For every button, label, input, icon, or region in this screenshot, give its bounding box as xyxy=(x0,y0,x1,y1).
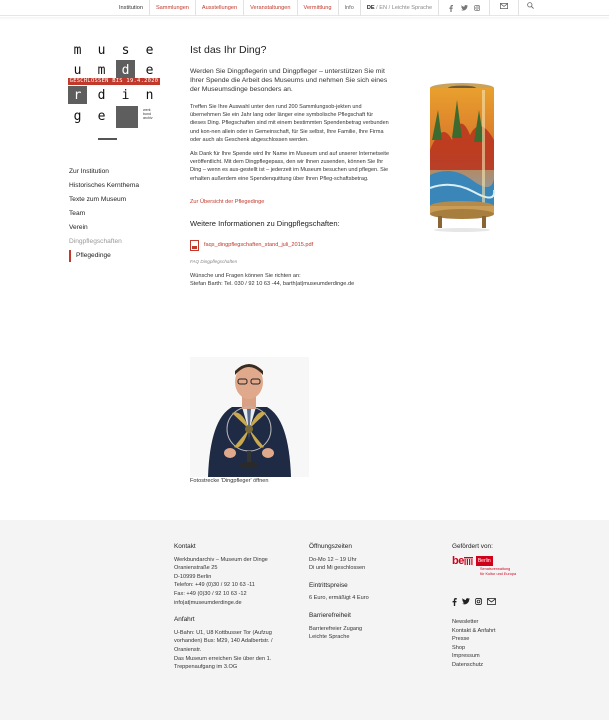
instagram-icon[interactable] xyxy=(473,0,481,16)
nav-ausstellungen[interactable]: Ausstellungen xyxy=(196,0,244,16)
pdf-filename[interactable]: faqs_dingpflegschaften_stand_juli_2015.pdf xyxy=(204,242,314,249)
nav-info[interactable]: Info xyxy=(339,0,361,16)
logo-block xyxy=(116,106,138,128)
contact-person: Stefan Barth: Tel. 030 / 92 10 63 -44, barth|at|museumderdinge.de xyxy=(190,280,355,287)
sidenav-team[interactable]: Team xyxy=(69,210,86,217)
sidenav-texte-zum-museum[interactable]: Texte zum Museum xyxy=(69,196,127,203)
oeffnung-line: Do-Mo 12 – 19 Uhr xyxy=(309,556,357,563)
anfahrt-heading: Anfahrt xyxy=(174,616,195,624)
language-switcher[interactable] xyxy=(361,0,439,16)
werkbundarchiv-wordmark xyxy=(143,108,163,120)
footer-kontakt xyxy=(174,543,294,672)
pdf-download[interactable] xyxy=(190,240,390,251)
lang-de[interactable]: DE xyxy=(366,5,375,11)
footer xyxy=(0,520,609,720)
logo-bar xyxy=(98,138,117,140)
photo-gallery-link[interactable]: Fotostrecke 'Dingpfleger' öffnen xyxy=(190,478,269,484)
twitter-icon[interactable] xyxy=(462,598,470,610)
contact-intro: Wünsche und Fragen können Sie richten an: xyxy=(190,272,301,279)
footer-sponsor xyxy=(452,543,552,670)
nav-veranstaltungen[interactable]: Veranstaltungen xyxy=(244,0,297,16)
museum-logo[interactable] xyxy=(68,40,160,130)
kontakt-line: Oranienstraße 25 xyxy=(174,565,218,572)
nav-vermittlung[interactable]: Vermittlung xyxy=(298,0,339,16)
kontakt-email[interactable]: info|at|museumderdinge.de xyxy=(174,599,242,606)
dingpfleger-photo[interactable] xyxy=(190,357,309,477)
facebook-icon[interactable] xyxy=(452,598,457,610)
sidenav-pflegedinge[interactable]: Pflegedinge xyxy=(69,249,169,263)
search-button[interactable] xyxy=(519,0,542,16)
gefoerdert-heading: Gefördert von: xyxy=(452,543,493,550)
logo-letter: s xyxy=(121,42,130,58)
wba-line: werk xyxy=(143,108,151,112)
instagram-icon[interactable] xyxy=(475,598,482,610)
mail-icon[interactable] xyxy=(500,0,508,16)
wba-line: bund xyxy=(143,112,151,116)
logo-letter: m xyxy=(97,62,106,78)
kontakt-line: Werkbundarchiv – Museum der Dinge xyxy=(174,556,268,563)
logo-letter: g xyxy=(73,108,82,124)
berlin-logo-be: be xyxy=(452,554,464,567)
header-shadow xyxy=(0,17,609,20)
lamp-object-image xyxy=(422,80,502,232)
anfahrt-line: vorhanden) Bus: M29, 140 Adalbertstr. / xyxy=(174,638,273,645)
side-navigation xyxy=(69,165,169,263)
logo-letter: n xyxy=(145,87,154,103)
closed-stamp: GESCHLOSSEN BIS 19.4.2020 xyxy=(69,78,159,84)
top-navigation xyxy=(0,0,609,16)
lead-text: Werden Sie Dingpflegerin und Dingpfleger – unterstützen Sie mit Ihrer Spende die Arbeit des Museums und nehmen Sie sich eines der Museumsdinge besonders an. xyxy=(190,68,388,93)
mail-icon[interactable] xyxy=(487,598,496,610)
overview-link[interactable]: Zur Übersicht der Pflegedinge xyxy=(190,198,265,205)
anfahrt-line: U-Bahn: U1, U8 Kottbusser Tor (Aufzug xyxy=(174,629,272,636)
brandenburg-gate-icon xyxy=(464,556,473,565)
barriere-heading: Barrierefreiheit xyxy=(309,611,351,619)
kontakt-line: Telefon: +49 (0)30 / 92 10 63 -11 xyxy=(174,582,255,589)
footer-link-impressum[interactable]: Impressum xyxy=(452,653,480,660)
eintritt-heading: Eintrittspreise xyxy=(309,581,348,589)
sidenav-verein[interactable]: Verein xyxy=(69,224,88,231)
logo-letter: u xyxy=(97,42,106,58)
footer-info xyxy=(309,543,419,642)
search-icon[interactable] xyxy=(527,0,534,16)
senat-line: für Kultur und Europa xyxy=(480,571,517,576)
kontakt-line: D-10999 Berlin xyxy=(174,573,212,580)
kontakt-line: Fax: +49 (0)30 / 92 10 63 -12 xyxy=(174,590,247,597)
barrierefreier-zugang-link[interactable]: Barrierefreier Zugang xyxy=(309,625,363,632)
logo-letter: i xyxy=(121,87,130,103)
footer-link-datenschutz[interactable]: Datenschutz xyxy=(452,661,484,668)
sidenav-dingpflegschaften[interactable]: Dingpflegschaften xyxy=(69,238,122,245)
logo-letter: e xyxy=(145,42,154,58)
wba-line: archiv xyxy=(143,116,153,120)
sidenav-historisches-kernthema[interactable]: Historisches Kernthema xyxy=(69,182,139,189)
logo-letter: d xyxy=(97,87,106,103)
oeffnung-line: Di und Mi geschlossen xyxy=(309,565,366,572)
logo-letter: d xyxy=(116,60,135,80)
main-content xyxy=(190,44,390,288)
body-paragraph: Treffen Sie Ihre Auswahl unter den rund 200 Sammlungsob-jekten und übernehmen Sie ein Jahr lang oder länger eine symbolische Pflegschaft für dieses Ding. Pflegschaften sind mit einem bestimmten Spendenbetrag verbunden und kon-nen allein oder in Gemeinschaft, für Sie selbst, Ihre Familie, Ihre Firma oder auch als Geschenk abgeschlossen werden. xyxy=(190,104,389,143)
senatsverwaltung-text xyxy=(480,567,552,576)
footer-links xyxy=(452,618,552,670)
eintritt-line: 6 Euro, ermäßigt 4 Euro xyxy=(309,595,369,602)
page-title: Ist das Ihr Ding? xyxy=(190,44,267,56)
berlin-logo[interactable] xyxy=(452,556,552,567)
info-heading: Weitere Informationen zu Dingpflegschaften: xyxy=(190,218,340,228)
footer-social xyxy=(452,598,552,610)
logo-letter: r xyxy=(68,86,87,104)
footer-link-kontakt[interactable]: Kontakt & Anfahrt xyxy=(452,627,496,634)
logo-letter: u xyxy=(73,62,82,78)
oeffnungszeiten-heading: Öffnungszeiten xyxy=(309,543,352,550)
body-paragraph: Als Dank für Ihre Spende wird Ihr Name im Museum und auf unserer Internetseite veröffentlicht. Mit dem Dingpflegepass, den wir Ihnen zusenden, können Sie Ihr Ding – wenn es aus-gestellt ist – jederzeit im Museum besuchen und pflegen. Sie erhalten außerdem eine Spendenquittung über Ihren Pfleg-schaftsbetrag. xyxy=(190,151,390,182)
footer-link-presse[interactable]: Presse xyxy=(452,636,470,643)
lang-others[interactable]: / EN / Leichte Sprache xyxy=(374,5,433,11)
nav-sammlungen[interactable]: Sammlungen xyxy=(150,0,196,16)
pdf-caption: FAQ Dingpflegschaften xyxy=(190,258,238,264)
contact-info xyxy=(190,272,390,288)
senat-line: Senatsverwaltung xyxy=(480,567,511,572)
footer-link-newsletter[interactable]: Newsletter xyxy=(452,618,479,625)
footer-link-shop[interactable]: Shop xyxy=(452,644,466,651)
anfahrt-line: Oranienstr. xyxy=(174,646,202,653)
social-links xyxy=(439,0,490,16)
anfahrt-line: Treppenaufgang im 3.OG xyxy=(174,664,238,671)
leichte-sprache-link[interactable]: Leichte Sprache xyxy=(309,634,350,641)
logo-letter: e xyxy=(97,108,106,124)
twitter-icon[interactable] xyxy=(460,0,468,16)
berlin-logo-box: Berlin xyxy=(476,556,493,567)
sidenav-zur-institution[interactable]: Zur Institution xyxy=(69,168,109,175)
kontakt-heading: Kontakt xyxy=(174,543,196,550)
nav-institution[interactable]: Institution xyxy=(113,0,150,16)
logo-letter: e xyxy=(145,62,154,78)
logo-letter: m xyxy=(73,42,82,58)
pdf-icon xyxy=(190,240,199,251)
mail-link[interactable] xyxy=(490,0,519,16)
facebook-icon[interactable] xyxy=(447,0,455,16)
anfahrt-line: Das Museum erreichen Sie über den 1. xyxy=(174,655,272,662)
top-nav-items xyxy=(113,0,542,16)
